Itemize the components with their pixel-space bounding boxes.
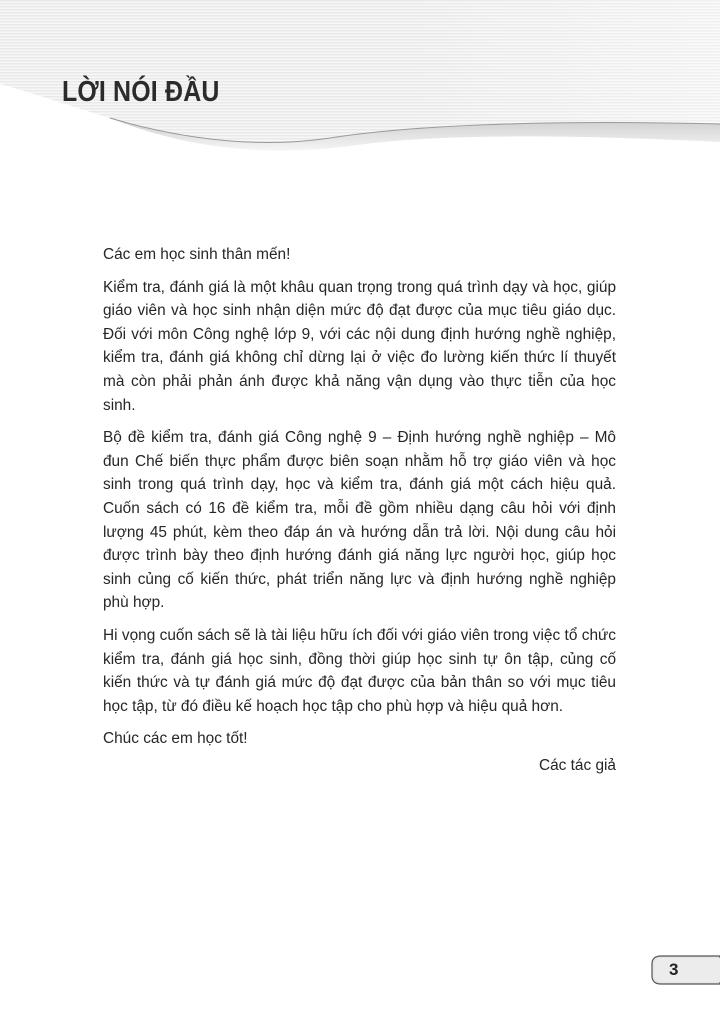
page-number-tab xyxy=(649,955,720,985)
paragraph-1: Kiểm tra, đánh giá là một khâu quan trọng trong quá trình dạy và học, giúp giáo viên và học sinh nhận diện mức độ đạt được của mục tiêu giáo dục. Đối với môn Công nghệ lớp 9, với các nội dung định hướng nghề nghiệp, kiểm tra, đánh giá không chỉ dừng lại ở việc đo lường kiến thức lí thuyết mà còn phải phản ánh được khả năng vận dụng vào thực tiễn của học sinh. xyxy=(103,278,616,414)
signature-text: Các tác giả xyxy=(539,756,616,774)
paragraph-2: Bộ đề kiểm tra, đánh giá Công nghệ 9 – Định hướng nghề nghiệp – Mô đun Chế biến thực phẩm được biên soạn nhằm hỗ trợ giáo viên và học sinh trong quá trình dạy, học và kiểm tra, đánh giá một cách hiệu quả. Cuốn sách có 16 đề kiểm tra, mỗi đề gồm nhiều dạng câu hỏi với định lượng 45 phút, kèm theo đáp án và hướng dẫn trả lời. Nội dung câu hỏi được trình bày theo định hướng đánh giá năng lực người học, giúp học sinh củng cố kiến thức, phát triển năng lực và định hướng nghề nghiệp phù hợp. xyxy=(103,429,616,612)
paragraph-3: Hi vọng cuốn sách sẽ là tài liệu hữu ích đối với giáo viên trong việc tổ chức kiểm tra, đánh giá học sinh, đồng thời giúp học sinh tự ôn tập, củng cố kiến thức và tự đánh giá mức độ đạt được của bản thân so với mục tiêu học tập, từ đó điều kế hoạch học tập cho phù hợp và hiệu quả hơn. xyxy=(103,626,616,715)
page-tab-shape xyxy=(649,955,720,985)
page-number: 3 xyxy=(669,960,679,979)
preface-body xyxy=(103,243,616,786)
page-title: LỜI NÓI ĐẦU xyxy=(62,76,220,108)
closing-text: Chúc các em học tốt! xyxy=(103,730,248,748)
greeting-text: Các em học sinh thân mến! xyxy=(103,246,291,263)
